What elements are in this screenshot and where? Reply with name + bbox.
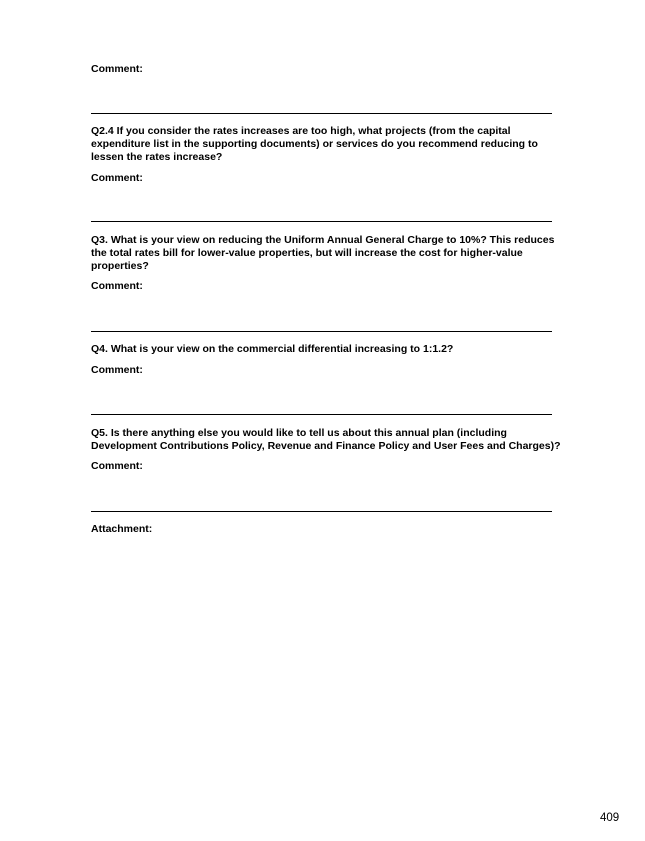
question-line: lessen the rates increase? [91,151,223,163]
question-line: Q4. What is your view on the commercial differential increasing to 1:1.2? [91,343,454,355]
comment-label: Comment: [91,280,143,292]
question-q5 [91,427,561,453]
question-line: Q2.4 If you consider the rates increases are too high, what projects (from the capital [91,125,511,137]
question-line: properties? [91,260,149,272]
answer-divider [91,331,552,332]
comment-label: Comment: [91,460,143,472]
page-number: 409 [600,812,620,824]
answer-divider [91,414,552,415]
answer-divider [91,113,552,114]
comment-label: Comment: [91,172,143,184]
question-line: Q3. What is your view on reducing the Uniform Annual General Charge to 10%? This reduces [91,234,555,246]
question-q3 [91,234,553,273]
answer-divider [91,221,552,222]
question-q4 [91,343,553,356]
answer-divider [91,511,552,512]
question-line: Q5. Is there anything else you would like to tell us about this annual plan (including [91,427,507,439]
question-line: expenditure list in the supporting documents) or services do you recommend reducing to [91,138,538,150]
comment-label: Comment: [91,364,143,376]
comment-label: Comment: [91,63,143,75]
question-line: the total rates bill for lower-value properties, but will increase the cost for higher-value [91,247,523,259]
question-line: Development Contributions Policy, Revenue and Finance Policy and User Fees and Charges)? [91,440,561,452]
question-q2-4 [91,125,553,164]
attachment-label: Attachment: [91,523,153,535]
